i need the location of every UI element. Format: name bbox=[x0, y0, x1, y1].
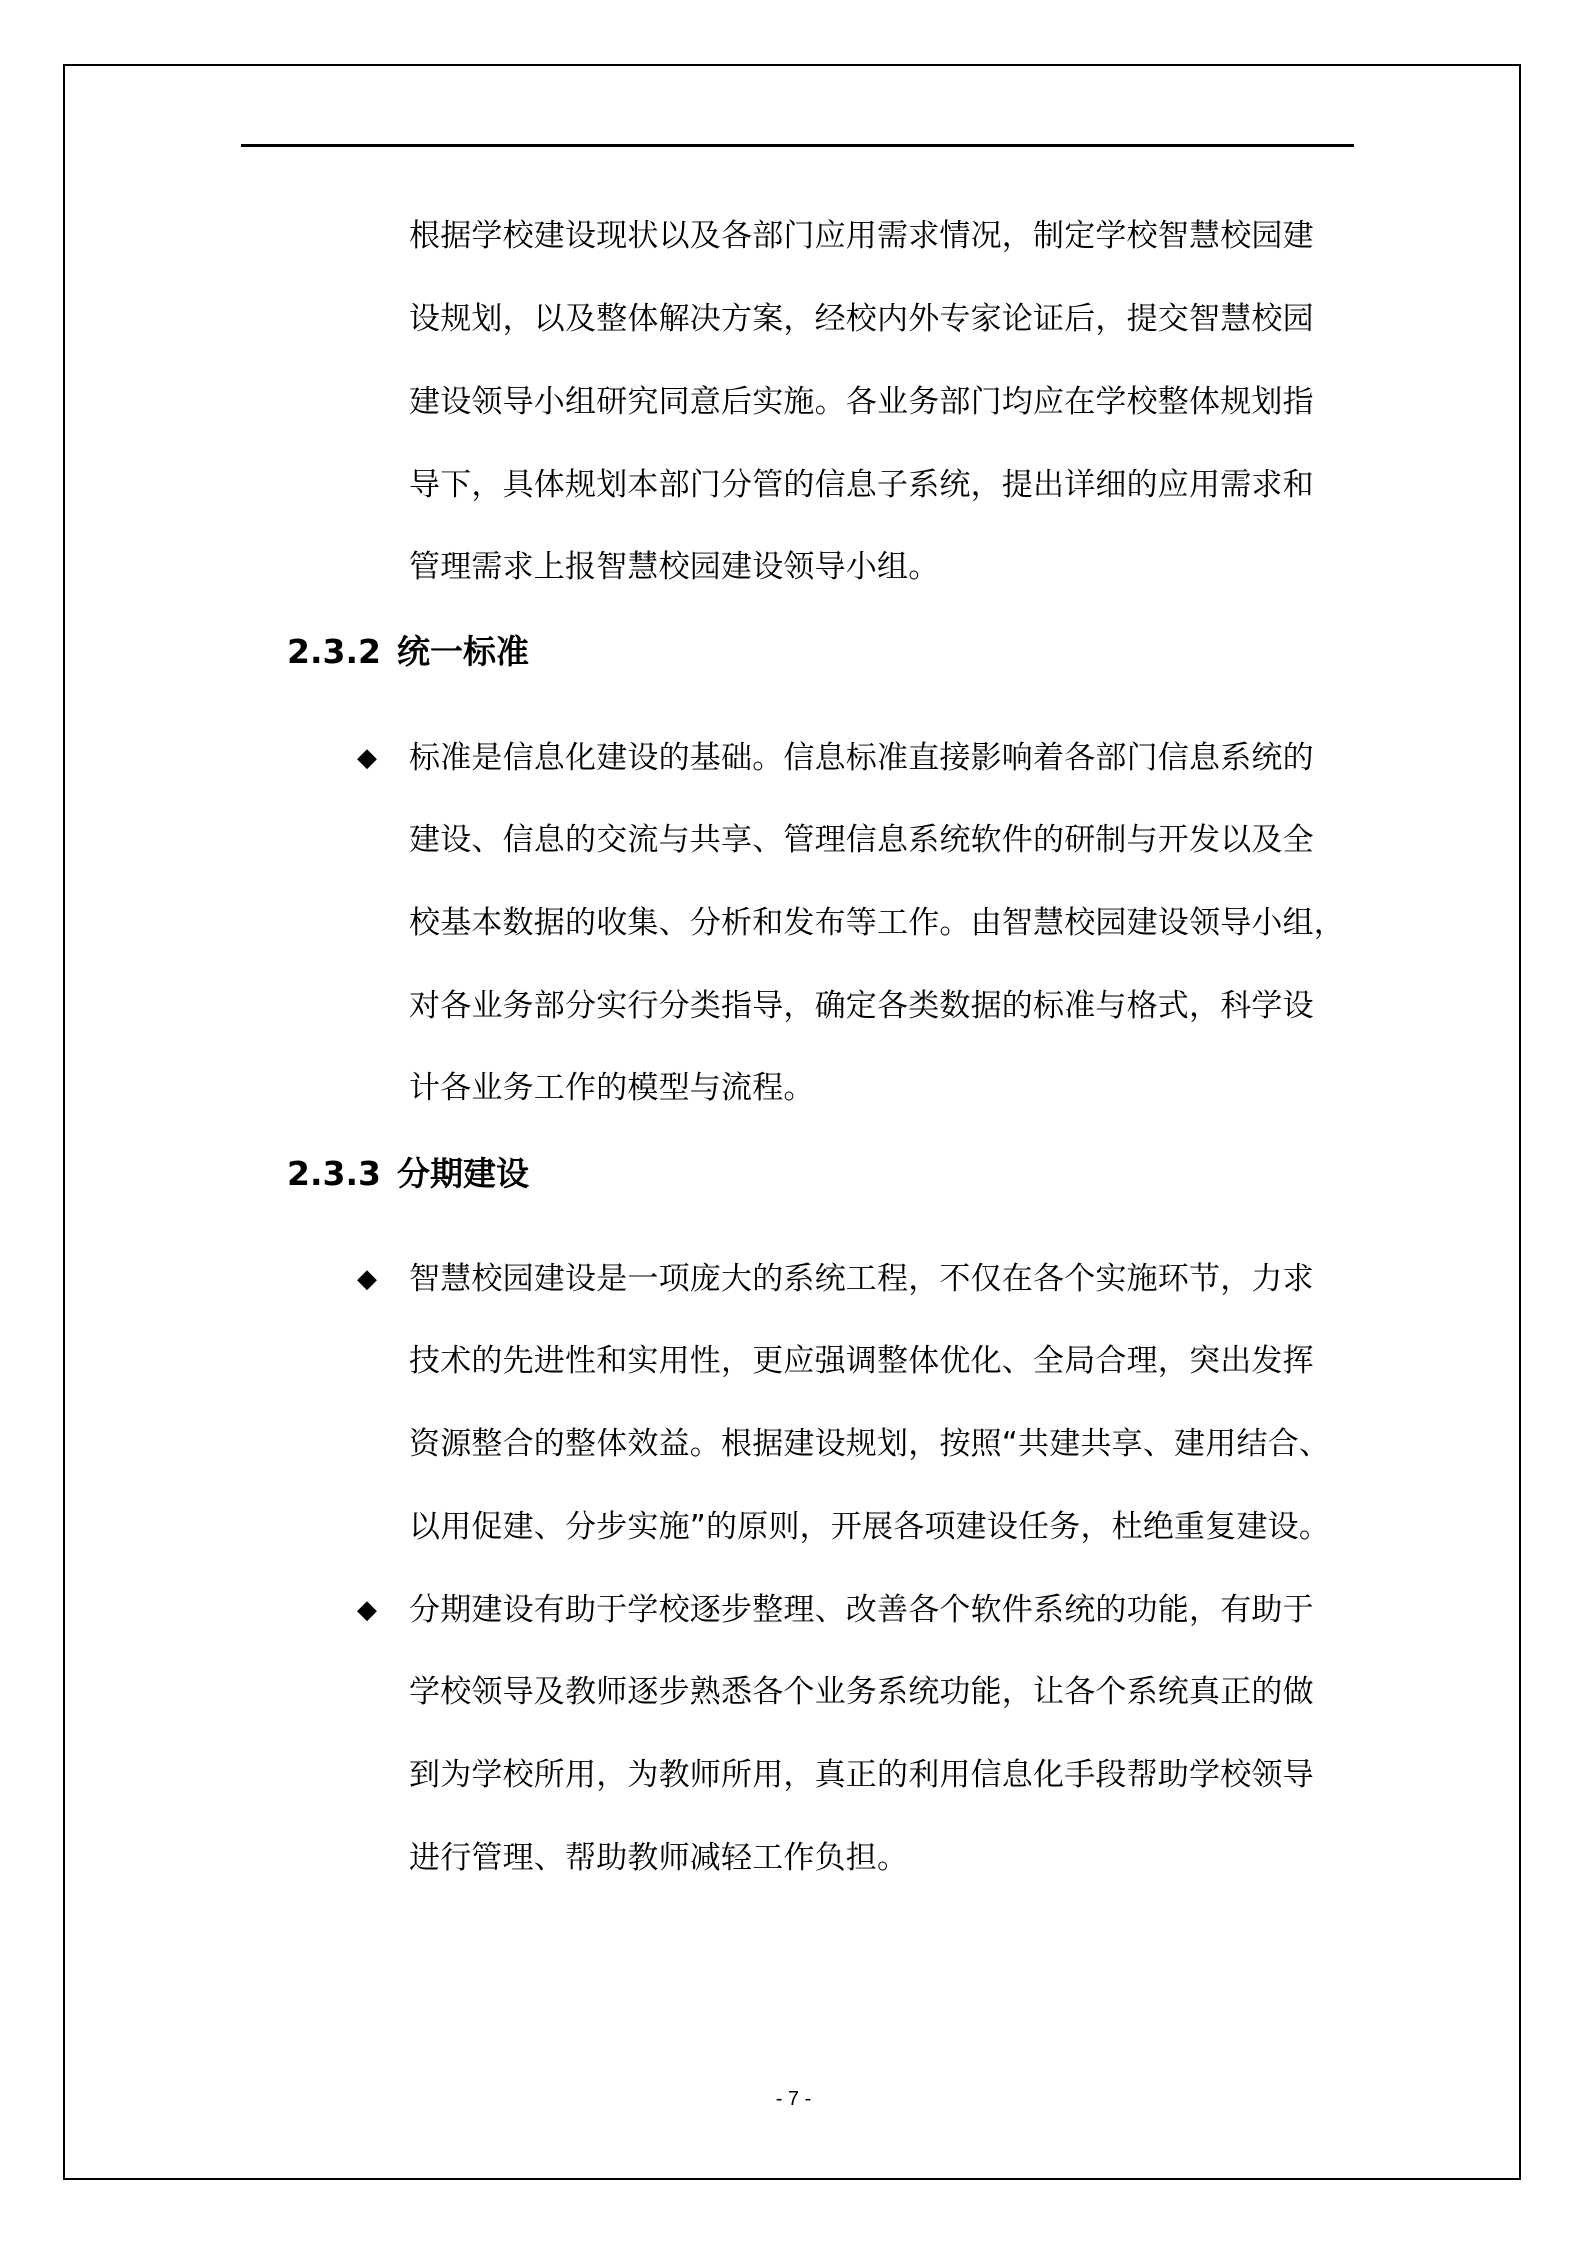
section-title: 统一标准 bbox=[396, 632, 529, 671]
paragraph-line: 根据学校建设现状以及各部门应用需求情况，制定学校智慧校园建 bbox=[409, 218, 1314, 254]
header-rule bbox=[241, 144, 1354, 147]
bullet-line: 标准是信息化建设的基础。信息标准直接影响着各部门信息系统的 bbox=[409, 740, 1314, 776]
paragraph-line: 导下，具体规划本部门分管的信息子系统，提出详细的应用需求和 bbox=[409, 467, 1314, 503]
diamond-bullet-icon: ◆ bbox=[357, 743, 377, 773]
section-heading-2-3-2 bbox=[287, 630, 529, 674]
diamond-bullet-icon: ◆ bbox=[357, 1595, 377, 1625]
bullet-line: 智慧校园建设是一项庞大的系统工程，不仅在各个实施环节，力求 bbox=[409, 1261, 1314, 1297]
page-number: - 7 - bbox=[775, 2088, 812, 2110]
bullet-line: 资源整合的整体效益。根据建设规划，按照“共建共享、建用结合、 bbox=[409, 1426, 1331, 1462]
section-number: 2.3.3 bbox=[287, 1154, 381, 1193]
section-heading-2-3-3 bbox=[287, 1152, 529, 1196]
bullet-line: 分期建设有助于学校逐步整理、改善各个软件系统的功能，有助于 bbox=[409, 1592, 1314, 1628]
bullet-line: 对各业务部分实行分类指导，确定各类数据的标准与格式，科学设 bbox=[409, 988, 1314, 1024]
bullet-line: 进行管理、帮助教师减轻工作负担。 bbox=[409, 1840, 909, 1876]
bullet-line: 建设、信息的交流与共享、管理信息系统软件的研制与开发以及全 bbox=[409, 822, 1314, 858]
bullet-line: 技术的先进性和实用性，更应强调整体优化、全局合理，突出发挥 bbox=[409, 1343, 1314, 1379]
bullet-line: 到为学校所用，为教师所用，真正的利用信息化手段帮助学校领导 bbox=[409, 1757, 1314, 1793]
section-number: 2.3.2 bbox=[287, 632, 381, 671]
paragraph-line: 设规划，以及整体解决方案，经校内外专家论证后，提交智慧校园 bbox=[409, 301, 1314, 337]
bullet-line: 以用促建、分步实施”的原则，开展各项建设任务，杜绝重复建设。 bbox=[409, 1509, 1331, 1545]
bullet-line: 计各业务工作的模型与流程。 bbox=[409, 1070, 815, 1106]
paragraph-line: 建设领导小组研究同意后实施。各业务部门均应在学校整体规划指 bbox=[409, 384, 1314, 420]
section-title: 分期建设 bbox=[396, 1154, 529, 1193]
diamond-bullet-icon: ◆ bbox=[357, 1264, 377, 1294]
bullet-line: 学校领导及教师逐步熟悉各个业务系统功能，让各个系统真正的做 bbox=[409, 1674, 1314, 1710]
bullet-line: 校基本数据的收集、分析和发布等工作。由智慧校园建设领导小组， bbox=[409, 905, 1345, 941]
paragraph-line: 管理需求上报智慧校园建设领导小组。 bbox=[409, 549, 940, 585]
